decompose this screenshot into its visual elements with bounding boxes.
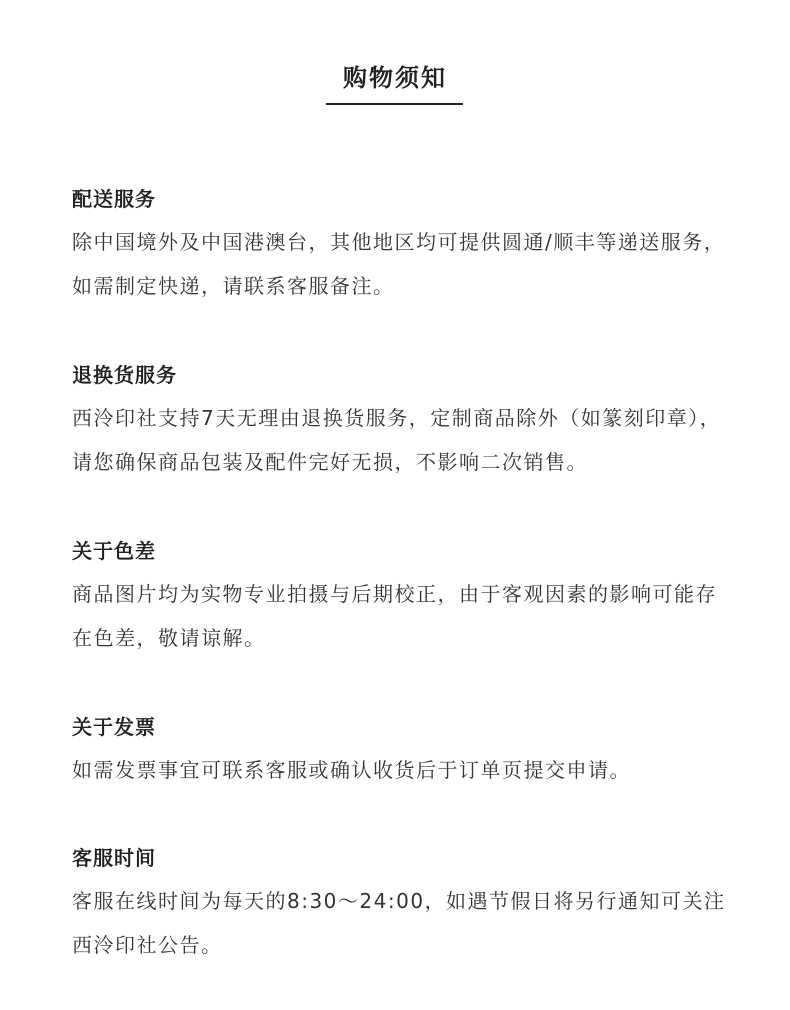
section-invoice — [72, 712, 732, 792]
page-title: 购物须知 — [343, 64, 447, 92]
section-body: 商品图片均为实物专业拍摄与后期校正，由于客观因素的影响可能存在色差，敬请谅解。 — [72, 582, 717, 650]
section-delivery — [72, 184, 732, 308]
title-wrap — [0, 58, 790, 98]
section-body: 如需发票事宜可联系客服或确认收货后于订单页提交申请。 — [72, 758, 631, 782]
section-heading: 客服时间 — [72, 846, 156, 870]
section-body: 客服在线时间为每天的8:30～24:00，如遇节假日将另行通知可关注西泠印社公告。 — [72, 889, 726, 957]
section-service-hours — [72, 843, 732, 967]
section-heading: 关于发票 — [72, 715, 156, 739]
section-heading: 关于色差 — [72, 539, 156, 563]
section-body: 西泠印社支持7天无理由退换货服务，定制商品除外（如篆刻印章），请您确保商品包装及配件完好无损，不影响二次销售。 — [72, 406, 722, 474]
section-heading: 退换货服务 — [72, 363, 177, 387]
section-returns — [72, 360, 732, 484]
section-heading: 配送服务 — [72, 187, 156, 211]
section-color-difference — [72, 536, 732, 660]
title-underline — [326, 103, 463, 105]
section-body: 除中国境外及中国港澳台，其他地区均可提供圆通/顺丰等递送服务，如需制定快递，请联系客服备注。 — [72, 230, 726, 298]
